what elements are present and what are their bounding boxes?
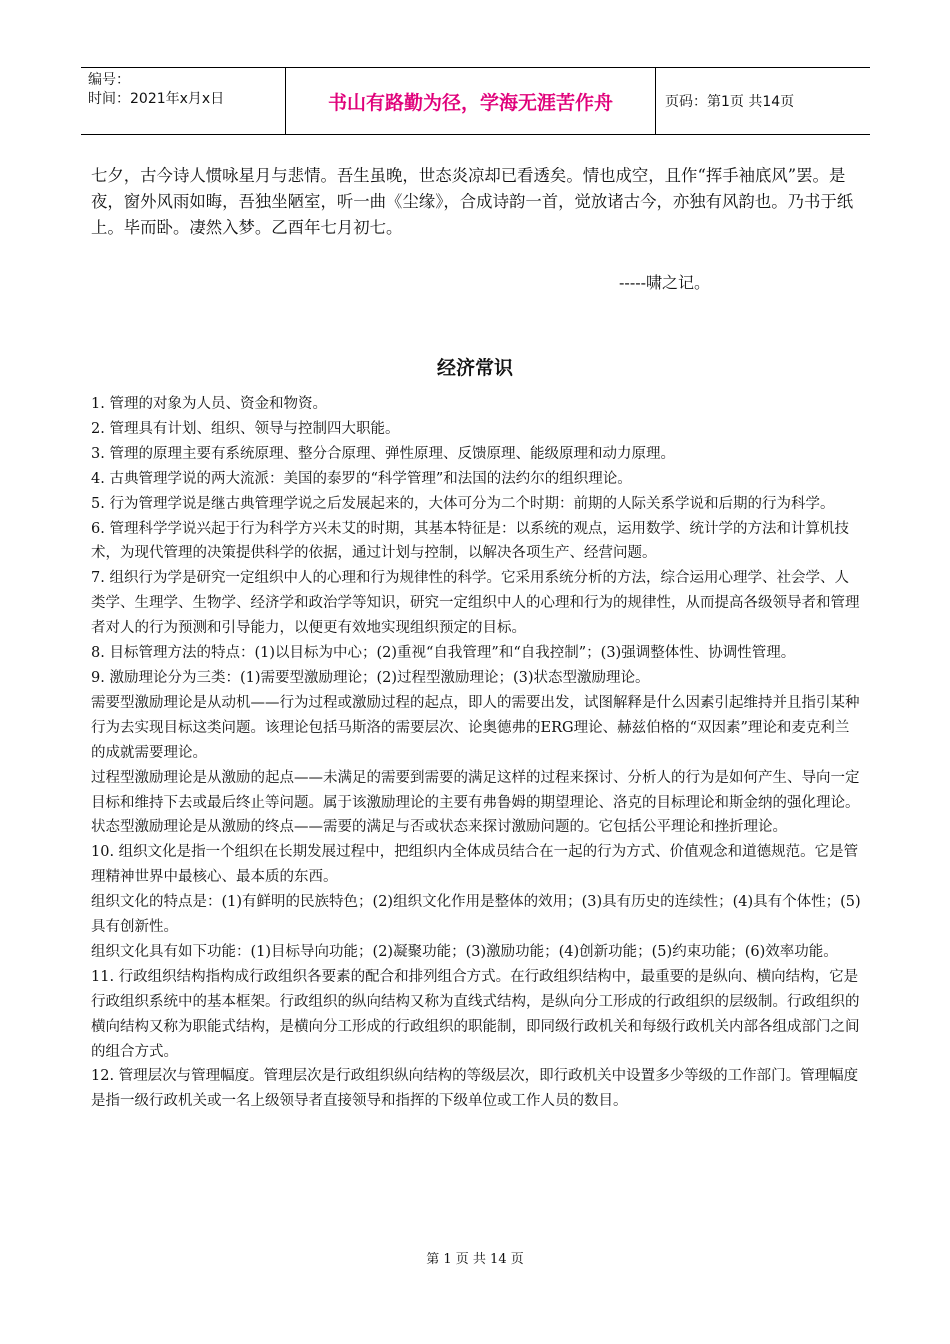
paragraph: 6. 管理科学学说兴起于行为科学方兴未艾的时期，其基本特征是：以系统的观点，运用数学、统计学的方法和计算机技术，为现代管理的决策提供科学的依据，通过计划与控制，以解决各项生产、经营问题。 [91,520,849,562]
page-footer: 第 1 页 共 14 页 [426,1252,524,1267]
paragraph: 过程型激励理论是从激励的起点——未满足的需要到需要的满足这样的过程来探讨、分析人的行为是如何产生、导向一定目标和维持下去或最后终止等问题。属于该激励理论的主要有弗鲁姆的期望理论、洛克的目标理论和斯金纳的强化理论。 [91,769,860,811]
header-meta [81,68,285,134]
header-motto: 书山有路勤为径，学海无涯苦作舟 [285,68,656,134]
paragraph: 4. 古典管理学说的两大流派：美国的泰罗的“科学管理”和法国的法约尔的组织理论。 [91,470,632,487]
preface-signature: -----啸之记。 [619,273,711,292]
section-title: 经济常识 [436,357,513,379]
paragraph: 需要型激励理论是从动机——行为过程或激励过程的起点，即人的需要出发，试图解释是什么因素引起维持并且指引某种行为去实现目标这类问题。该理论包括马斯洛的需要层次、论奥德弗的ERG理论、赫兹伯格的“双因素”理论和麦克利兰的成就需要理论。 [91,694,860,761]
paragraph: 5. 行为管理学说是继古典管理学说之后发展起来的，大体可分为二个时期：前期的人际关系学说和后期的行为科学。 [91,495,835,512]
paragraph: 8. 目标管理方法的特点：(1)以目标为中心；(2)重视“自我管理”和“自我控制”；(3)强调整体性、协调性管理。 [91,645,796,662]
paragraph: 12. 管理层次与管理幅度。管理层次是行政组织纵向结构的等级层次，即行政机关中设置多少等级的工作部门。管理幅度是指一级行政机关或一名上级领导者直接领导和指挥的下级单位或工作人员的数目。 [91,1068,859,1110]
paragraph: 10. 组织文化是指一个组织在长期发展过程中，把组织内全体成员结合在一起的行为方式、价值观念和道德规范。它是管理精神世界中最核心、最本质的东西。 [91,844,859,886]
paragraph: 9. 激励理论分为三类：(1)需要型激励理论；(2)过程型激励理论；(3)状态型激励理论。 [91,669,650,686]
page-header [81,67,870,135]
paragraph: 7. 组织行为学是研究一定组织中人的心理和行为规律性的科学。它采用系统分析的方法，综合运用心理学、社会学、人类学、生理学、生物学、经济学和政治学等知识，研究一定组织中人的心理和行为的规律性，从而提高各级领导者和管理者对人的行为预测和引导能力，以便更有效地实现组织预定的目标。 [91,570,860,637]
paragraph: 组织文化的特点是：(1)有鲜明的民族特色；(2)组织文化作用是整体的效用；(3)具有历史的连续性；(4)具有个体性；(5)具有创新性。 [91,894,861,936]
paragraph: 状态型激励理论是从激励的终点——需要的满足与否或状态来探讨激励问题的。它包括公平理论和挫折理论。 [91,819,787,836]
paragraph: 组织文化具有如下功能：(1)目标导向功能；(2)凝聚功能；(3)激励功能；(4)创新功能；(5)约束功能；(6)效率功能。 [91,943,838,960]
paragraph: 2. 管理具有计划、组织、领导与控制四大职能。 [91,420,400,437]
paragraph: 11. 行政组织结构指构成行政组织各要素的配合和排列组合方式。在行政组织结构中，最重要的是纵向、横向结构，它是行政组织系统中的基本框架。行政组织的纵向结构又称为直线式结构，是纵向分工形成的行政组织的层级制。行政组织的横向结构又称为职能式结构，是横向分工形成的行政组织的职能制，即同级行政机关和每级行政机关内部各组成部门之间的组合方式。 [91,968,860,1060]
preface-text: 七夕，古今诗人惯咏星月与悲情。吾生虽晚，世态炎凉却已看透矣。情也成空，且作“挥手袖底风”罢。是夜，窗外风雨如晦，吾独坐陋室，听一曲《尘缘》，合成诗韵一首，觉放诸古今，亦独有风韵也。乃书于纸上。毕而卧。凄然入梦。乙酉年七月初七。 [91,166,854,237]
paragraph: 1. 管理的对象为人员、资金和物资。 [91,396,327,412]
section-body [91,392,863,1114]
document-number-label: 编号： [88,72,130,88]
header-page-number: 页码：第1页 共14页 [665,94,795,110]
document-time-label: 时间：2021年x月x日 [88,91,225,107]
paragraph: 3. 管理的原理主要有系统原理、整分合原理、弹性原理、反馈原理、能级原理和动力原理。 [91,445,675,462]
